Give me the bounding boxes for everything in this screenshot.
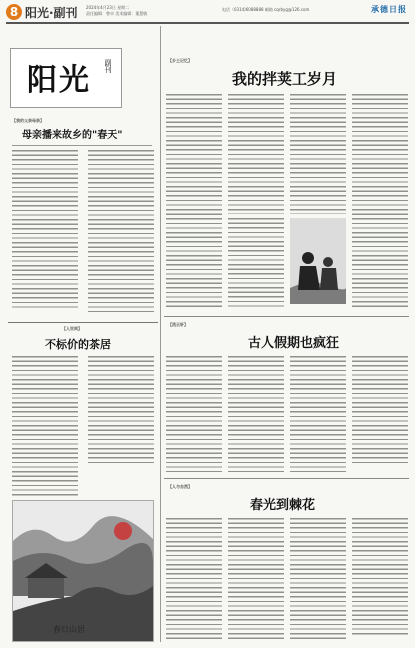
article-tag: 【乡土记忆】: [168, 58, 192, 63]
article-body: [166, 518, 222, 640]
article-title: 我的拌荚工岁月: [232, 70, 338, 88]
article-body: [352, 356, 408, 466]
illustration-caption: 春日山居: [53, 625, 85, 634]
column-logo: [10, 48, 122, 108]
article-tag: 【我的父亲母亲】: [12, 118, 44, 123]
column-logo-title: 阳光: [27, 63, 91, 98]
article-title: 春光到棘花: [250, 498, 316, 513]
newspaper-brand: 承德日报: [371, 4, 407, 14]
article-body: [290, 94, 346, 214]
article-body: [228, 518, 284, 640]
people-illustration: [290, 218, 346, 304]
section-divider: [164, 478, 409, 479]
article-body: [228, 218, 284, 310]
article-body: [290, 518, 346, 640]
silhouette-image: [290, 218, 346, 304]
article-tag: 【人世间】: [62, 326, 82, 331]
header-contact: 电话（0314)6088888 邮箱 cqrbyg@126.com: [222, 7, 310, 12]
column-divider: [160, 26, 161, 642]
header-date: 2024年4月23日 星期二: [86, 5, 130, 10]
section-divider: [164, 316, 409, 317]
article-body: [352, 518, 408, 636]
article-title-rule: [12, 145, 152, 146]
article-body: [88, 356, 154, 466]
article-body: [12, 356, 78, 496]
article-body: [88, 150, 154, 312]
article-tag: 【流云轩】: [168, 322, 188, 327]
article-body: [228, 356, 284, 472]
article-body: [352, 94, 408, 310]
column-logo-subtitle: 副刊: [104, 59, 112, 73]
article-body: [290, 356, 346, 472]
header-editors: 责任编辑：曾卓 美术编辑：董慧敏: [86, 11, 148, 16]
article-body: [12, 150, 78, 310]
article-body: [228, 94, 284, 214]
article-tag: 【人与自然】: [168, 484, 192, 489]
article-body: [166, 94, 222, 310]
ink-painting-image: [13, 501, 153, 641]
article-title: 不标价的茶居: [45, 338, 111, 351]
article-title: 古人假期也疯狂: [248, 336, 340, 351]
section-divider: [8, 322, 158, 323]
article-title: 母亲播来故乡的"春天": [22, 130, 123, 141]
header-rule: [6, 22, 409, 24]
article-body: [166, 356, 222, 472]
ink-illustration: [12, 500, 154, 642]
section-name: 阳光·副刊: [25, 6, 78, 20]
page-number-badge: 8: [6, 4, 22, 20]
